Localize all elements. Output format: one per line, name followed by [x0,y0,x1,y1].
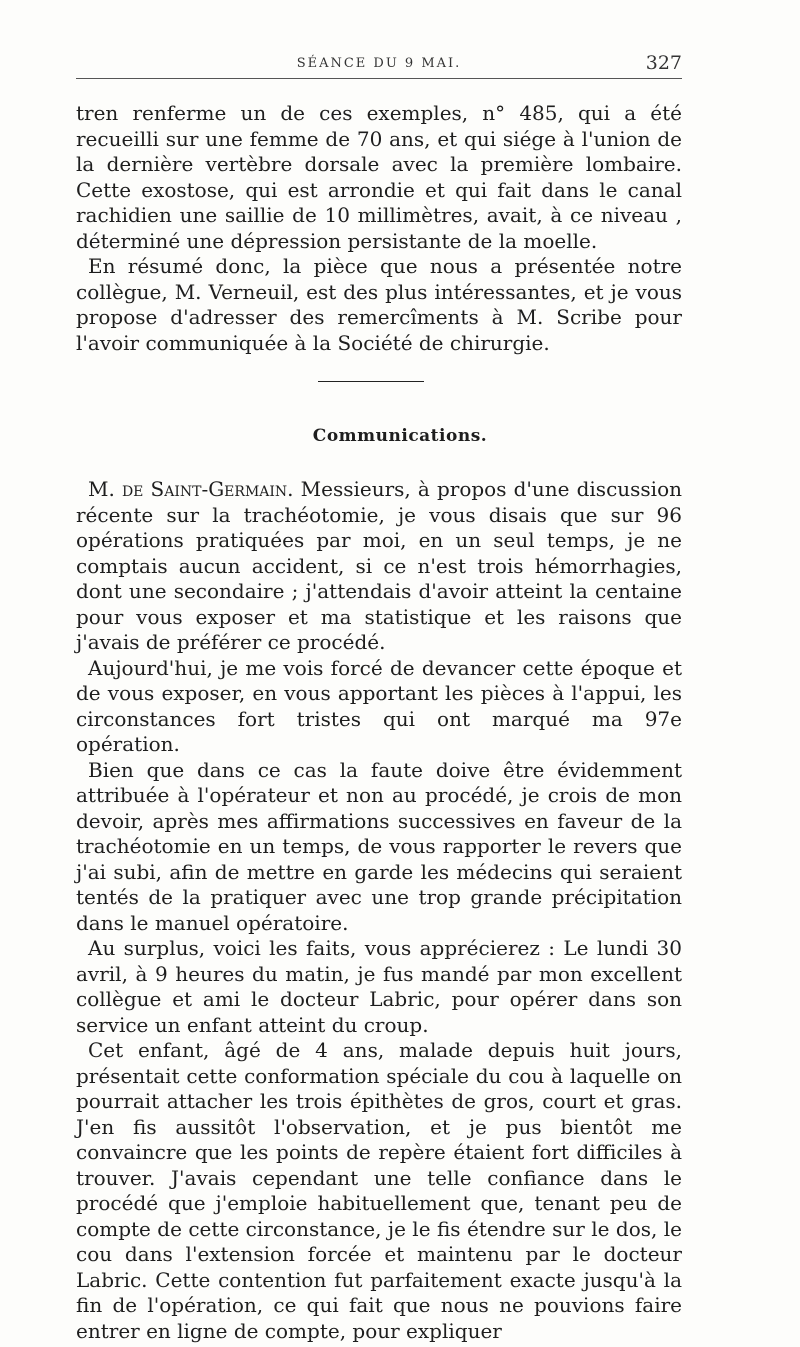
section-title: Communications. [312,426,488,446]
paragraph: Cet enfant, âgé de 4 ans, malade depuis huit jours, présentait cette conformation spéciale du cou à laquelle on pourrait attacher les trois épithètes de gros, court et gras. J'en fis aussitôt l'observation, et je pus bientôt me convaincre que les points de repère étaient fort difficiles à trouver. J'avais cependant une telle confiance dans le procédé que j'emploie habituellement que, tenant peu de compte de cette circonstance, je le fis étendre sur le dos, le cou dans l'extension forcée et maintenu par le docteur Labric. Cette contention fut parfaitement exacte jusqu'à la fin de l'opération, ce qui fait que nous ne pouvions faire entrer en ligne de compte, pour expliquer [76,1038,682,1343]
page-number: 327 [645,52,682,74]
paragraph: Bien que dans ce cas la faute doive être évidemment attribuée à l'opérateur et non au procédé, je crois de mon devoir, après mes affirmations successives en faveur de la trachéotomie en un temps, de vous rapporter le revers que j'ai subi, afin de mettre en garde les médecins qui seraient tentés de la pratiquer avec une trop grande précipitation dans le manuel opératoire. [76,757,682,935]
paragraph-text: Messieurs, à propos d'une discussion récente sur la trachéotomie, je vous disais que sur 96 opérations pratiquées par moi, en un seul temps, je ne comptais aucun accident, si ce n'est trois hémorrhagies, dont une secondaire ; j'attendais d'avoir atteint la centaine pour vous exposer et ma statistique et les raisons que j'avais de préférer ce procédé. [76,477,682,654]
speaker-name: M. de Saint-Germain. [88,477,294,501]
continued-text [76,101,682,356]
paragraph [76,477,682,656]
section-separator [318,381,424,382]
paragraph: Aujourd'hui, je me vois forcé de devancer cette époque et de vous exposer, en vous apportant les pièces à l'appui, les circonstances fort tristes qui ont marqué ma 97e opération. [76,655,682,756]
paragraph: Au surplus, voici les faits, vous apprécierez : Le lundi 30 avril, à 9 heures du matin, je fus mandé par mon excellent collègue et ami le docteur Labric, pour opérer dans son service un enfant atteint du croup. [76,936,682,1037]
paragraph: tren renferme un de ces exemples, n° 485, qui a été recueilli sur une femme de 70 ans, et qui siége à l'union de la dernière vertèbre dorsale avec la première lombaire. Cette exostose, qui est arrondie et qui fait dans le canal rachidien une saillie de 10 millimètres, avait, à ce niveau , déterminé une dépression persistante de la moelle. [76,101,682,253]
paragraph: En résumé donc, la pièce que nous a présentée notre collègue, M. Verneuil, est des plus intéressantes, et je vous propose d'adresser des remercîments à M. Scribe pour l'avoir communiquée à la Société de chirurgie. [76,254,682,355]
running-head: SÉANCE DU 9 MAI. [296,56,462,71]
communications-text [76,477,682,1344]
page-header [76,50,682,79]
